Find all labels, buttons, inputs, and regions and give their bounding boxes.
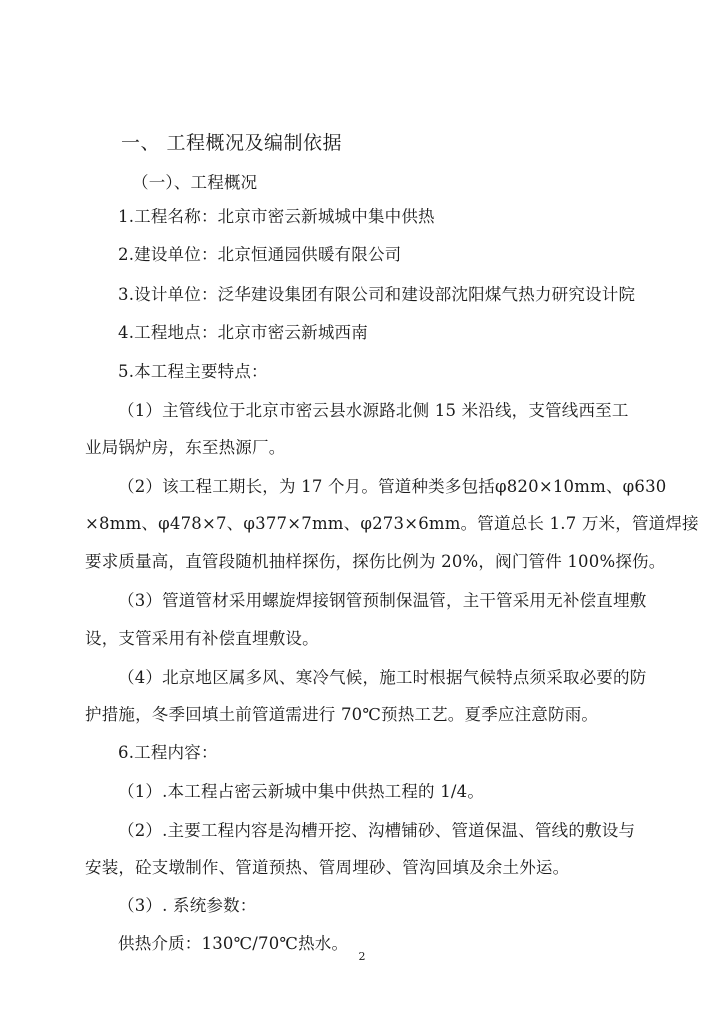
paragraph-line: （2）该工程工期长，为 17 个月。管道种类多包括φ820×10mm、φ630 <box>118 477 667 496</box>
section-heading: 一、 工程概况及编制依据 <box>121 132 343 154</box>
paragraph-line: ×8mm、φ478×7、φ377×7mm、φ273×6mm。管道总长 1.7 万米，管道焊接 <box>85 514 699 533</box>
paragraph-line: （3）管道管材采用螺旋焊接钢管预制保温管，主干管采用无补偿直埋敷 <box>118 591 647 610</box>
paragraph-line: 3.设计单位：泛华建设集团有限公司和建设部沈阳煤气热力研究设计院 <box>118 285 636 304</box>
subsection-heading: （一）、工程概况 <box>132 173 258 192</box>
paragraph-line: 安装，砼支墩制作、管道预热、管周埋砂、管沟回填及余土外运。 <box>85 858 570 877</box>
paragraph-line: 要求质量高，直管段随机抽样探伤，探伤比例为 20%，阀门管件 100%探伤。 <box>85 552 666 571</box>
page-number: 2 <box>358 950 366 963</box>
paragraph-line: 1.工程名称：北京市密云新城城中集中供热 <box>118 207 435 226</box>
paragraph-line: （3）. 系统参数： <box>118 896 257 915</box>
paragraph-line: 4.工程地点：北京市密云新城西南 <box>118 323 368 342</box>
paragraph-line: 2.建设单位：北京恒通园供暖有限公司 <box>118 245 402 264</box>
paragraph-line: 供热介质：130℃/70℃热水。 <box>118 934 349 953</box>
paragraph-line: 6.工程内容： <box>118 743 218 762</box>
paragraph-line: （1）主管线位于北京市密云县水源路北侧 15 米沿线，支管线西至工 <box>118 401 629 420</box>
paragraph-line: 设，支管采用有补偿直埋敷设。 <box>85 629 319 648</box>
paragraph-line: （1）.本工程占密云新城中集中供热工程的 1/4。 <box>118 782 485 801</box>
paragraph-line: 护措施，冬季回填土前管道需进行 70℃预热工艺。夏季应注意防雨。 <box>85 705 599 724</box>
paragraph-line: 业局锅炉房，东至热源厂。 <box>85 438 286 457</box>
paragraph-line: 5.本工程主要特点： <box>118 362 268 381</box>
paragraph-line: （4）北京地区属多风、寒冷气候，施工时根据气候特点须采取必要的防 <box>118 668 647 687</box>
paragraph-line: （2）.主要工程内容是沟槽开挖、沟槽铺砂、管道保温、管线的敷设与 <box>118 821 636 840</box>
